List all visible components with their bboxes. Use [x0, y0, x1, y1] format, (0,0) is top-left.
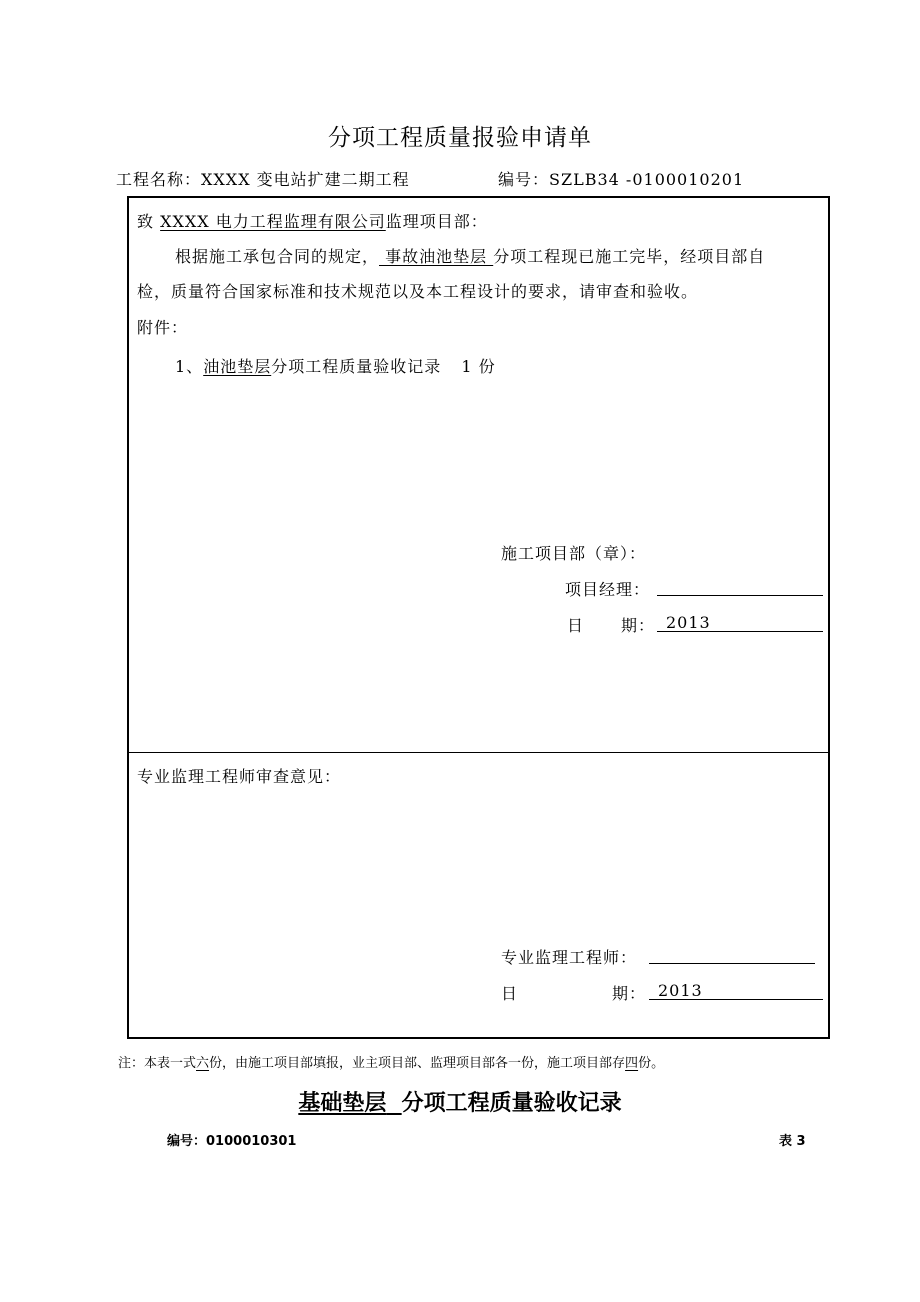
review-opinion-label: 专业监理工程师审查意见：	[137, 767, 342, 786]
body-1-item: 事故油池垫层	[379, 247, 494, 266]
dept-stamp-label: 施工项目部（章）：	[501, 544, 647, 563]
apply-date-label-b: 期：	[621, 616, 656, 635]
project-name-value: XXXX 变电站扩建二期工程	[201, 170, 410, 189]
engineer-label: 专业监理工程师：	[501, 948, 638, 967]
next-form-number	[167, 1130, 296, 1149]
body-line-2: 检，质量符合国家标准和技术规范以及本工程设计的要求，请审查和验收。	[137, 282, 699, 301]
form-number-value: SZLB34 -0100010201	[549, 170, 745, 189]
apply-date-value[interactable]: 2013	[666, 613, 711, 632]
review-date-label-a: 日	[501, 984, 519, 1003]
attachment-prefix: 1、	[175, 357, 204, 376]
review-date-line	[649, 999, 823, 1000]
project-name	[116, 167, 410, 190]
body-1b: 分项工程现已施工完毕，经项目部自	[493, 247, 766, 266]
apply-date-line	[657, 631, 823, 632]
attachment-item	[175, 354, 496, 377]
next-form-title	[0, 1086, 920, 1117]
manager-signature-line[interactable]	[657, 595, 823, 596]
note-middle: 份，由施工项目部填报，业主项目部、监理项目部各一份，施工项目部存	[209, 1056, 626, 1071]
attachment-name: 分项工程质量验收记录	[271, 357, 442, 376]
apply-date-label-a: 日	[567, 616, 585, 635]
body-line-1	[175, 244, 765, 267]
addressee-suffix: 监理项目部：	[385, 212, 488, 231]
attachment-item-name: 油池垫层	[203, 357, 272, 376]
addressee-prefix: 致	[137, 212, 155, 231]
body-1a: 根据施工承包合同的规定，	[175, 247, 380, 266]
form-number	[498, 167, 744, 190]
engineer-signature-line[interactable]	[649, 963, 815, 964]
section-divider	[129, 752, 829, 753]
review-date-label-b: 期：	[612, 984, 647, 1003]
attachment-copies: 1 份	[461, 357, 496, 376]
addressee-org: XXXX 电力工程监理有限公司	[160, 212, 386, 231]
note-prefix: 注：本表一式	[118, 1056, 197, 1071]
form-frame	[127, 196, 830, 1039]
footnote	[118, 1052, 664, 1071]
project-name-label: 工程名称：	[116, 170, 202, 189]
note-keep: 四	[625, 1056, 639, 1071]
next-form-number-value: 0100010301	[206, 1134, 297, 1149]
next-form-number-label: 编号：	[167, 1134, 207, 1149]
addressee-line	[137, 209, 488, 232]
note-suffix: 份。	[638, 1056, 665, 1071]
manager-label: 项目经理：	[565, 580, 651, 599]
table-number: 表 3	[779, 1134, 806, 1149]
note-copies: 六	[196, 1056, 210, 1071]
next-form-title-item: 基础垫层	[298, 1091, 387, 1116]
review-date-value[interactable]: 2013	[658, 981, 703, 1000]
attachments-label: 附件：	[137, 318, 189, 337]
next-form-title-rest: 分项工程质量验收记录	[401, 1091, 622, 1116]
form-number-label: 编号：	[498, 170, 550, 189]
form-title: 分项工程质量报验申请单	[328, 125, 592, 151]
